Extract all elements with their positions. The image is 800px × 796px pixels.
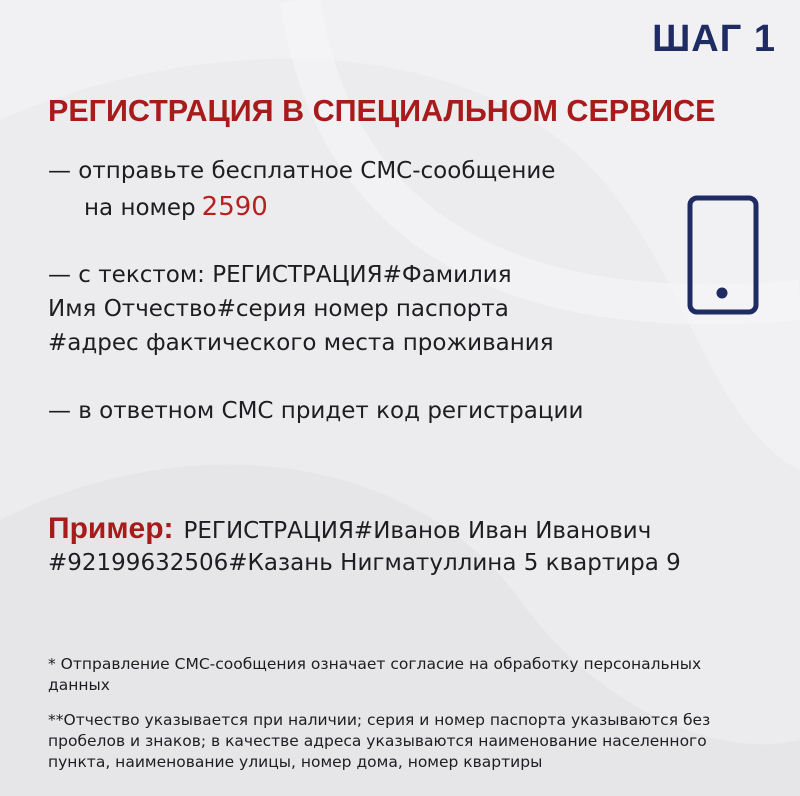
- send-instruction-line-1: — отправьте бесплатное СМС-сообщение: [48, 158, 556, 184]
- format-note: **Отчество указывается при наличии; серия и номер паспорта указываются без пробелов и знаков; в качестве адреса указываются наименование населенного пункта, наименование улицы, номер дома, номер квартиры: [48, 711, 711, 771]
- send-instruction-line-2: [84, 192, 268, 222]
- sms-text-line-3: #адрес фактического места проживания: [48, 330, 554, 356]
- sms-text-line-2: Имя Отчество#серия номер паспорта: [48, 296, 509, 322]
- smartphone-icon: [686, 194, 760, 316]
- page-heading: РЕГИСТРАЦИЯ В СПЕЦИАЛЬНОМ СЕРВИСЕ: [48, 94, 716, 128]
- sms-number: 2590: [201, 192, 268, 222]
- example-label: Пример:: [48, 512, 174, 545]
- reply-code-line: — в ответном СМС придет код регистрации: [48, 398, 584, 424]
- sms-text-line-1: — с текстом: РЕГИСТРАЦИЯ#Фамилия: [48, 262, 512, 288]
- example-line-1: [48, 512, 651, 546]
- step-title: ШАГ 1: [652, 18, 776, 60]
- example-text-1: РЕГИСТРАЦИЯ#Иванов Иван Иванович: [183, 518, 652, 544]
- example-line-2: #92199632506#Казань Нигматуллина 5 квартира 9: [48, 550, 681, 576]
- send-instruction-text: на номер: [84, 195, 196, 221]
- consent-note: * Отправление СМС-сообщения означает согласие на обработку персональных данных: [48, 655, 702, 694]
